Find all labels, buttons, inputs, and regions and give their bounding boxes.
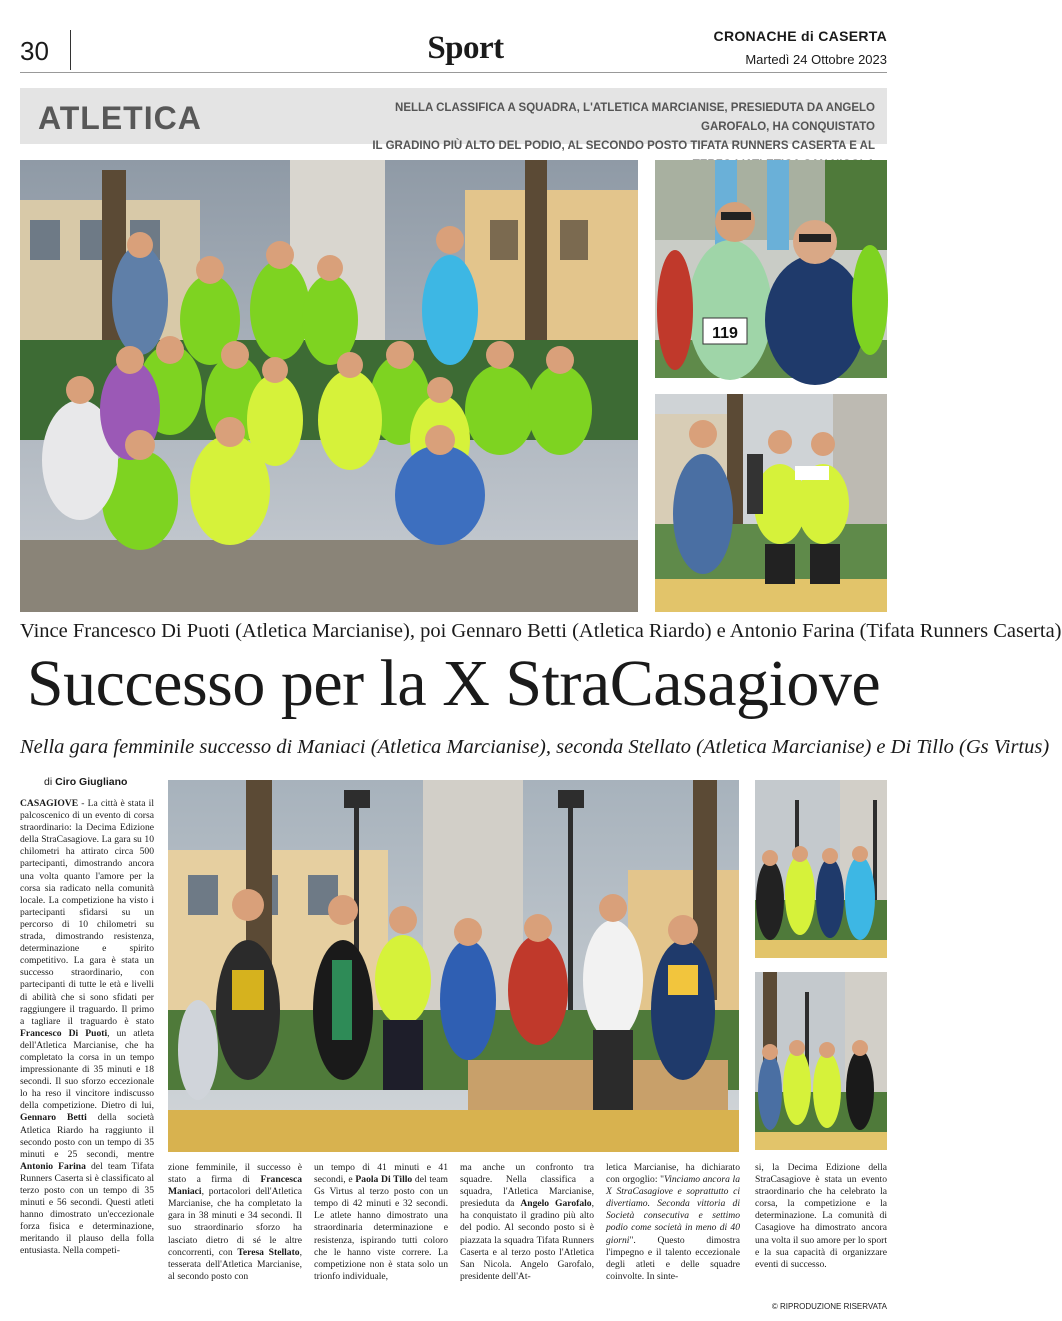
header-rule xyxy=(20,72,887,73)
body-text: letica Marcianise, ha dichiarato con orgoglio: " xyxy=(606,1162,740,1186)
byline xyxy=(44,776,127,788)
body-text: , portacolori dell'Atletica Marcianise, che ha completato la gara in 38 minuti e 34 secondi. Il suo straordinario sforzo ha lasciato dietro di sé le altre concorrenti, con xyxy=(168,1186,302,1258)
article-column-4 xyxy=(460,1162,594,1283)
byline-prefix: di xyxy=(44,776,53,788)
quote-text: Vinciamo ancora la X StraCasagiove e soprattutto ci divertiamo. Seconda vittoria di Società consecutiva e settimo podio come società in meno di 40 giorni xyxy=(606,1174,740,1246)
body-text: - La città è stata il palcoscenico di un evento di corsa straordinario: la Decima Edizione della StraCasagiove. La gara su 10 chilometri ha attirato circa 500 partecipanti, dimostrando ancora una volta quanto l'amore per la corsa sia radicato nella comunità locale. La competizione ha visto i partecipanti sfidarsi su un percorso di 10 chilometri su strada, dimostrando resistenza, determinazione e spirito competitivo. La gara è stata un successo straordinario, con partecipanti di tutte le età e livelli di abilità che si sono sfidati per raggiungere il traguardo. Il primo a tagliare il traguardo è stato xyxy=(20,798,154,1027)
copyright-notice: © RIPRODUZIONE RISERVATA xyxy=(771,1302,887,1311)
photo-women-podium xyxy=(168,780,739,1152)
publication-date: Martedì 24 Ottobre 2023 xyxy=(745,52,887,67)
body-text: ". Questo dimostra l'impegno e il talento eccezionale degli atleti e delle squadre coinvolte. In sinte- xyxy=(606,1234,740,1282)
athlete-name: Francesca Maniaci xyxy=(168,1174,302,1198)
athlete-name: Paola Di Tillo xyxy=(355,1174,413,1186)
body-text: , ha conquistato il gradino più alto del podio. Al secondo posto si è piazzata la squadra Tifata Runners Caserta e al terzo posto l'Atletica San Nicola. Angelo Garofalo, presidente dell'At- xyxy=(460,1198,595,1282)
article-kicker: Vince Francesco Di Puoti (Atletica Marcianise), poi Gennaro Betti (Atletica Riardo) e Antonio Farina (Tifata Runners Caserta) xyxy=(20,620,1062,642)
athlete-name: Gennaro Betti xyxy=(20,1112,87,1124)
photo-runner-bib xyxy=(655,160,887,378)
body-text: del team Tifata Runners Caserta si è classificato al terzo posto con un tempo di 35 minuti e 56 secondi. Questi atleti hanno dimostrato un'eccezionale forza fisica e determinazione, meritando il plauso della folla entusiasta. Nella competi- xyxy=(20,1160,154,1257)
photo-award-handover xyxy=(655,394,887,612)
body-text: ma anche un confronto tra squadre. Nella classifica a squadra, l'Atletica Marcianise, presieduta da xyxy=(460,1162,594,1210)
category-summary-line: NELLA CLASSIFICA A SQUADRA, L'ATLETICA MARCIANISE, PRESIEDUTA DA ANGELO GAROFALO, HA CONQUISTATO xyxy=(395,102,875,133)
athlete-name: Teresa Stellato xyxy=(237,1246,300,1258)
article-column-6 xyxy=(755,1162,887,1271)
author-name: Ciro Giugliano xyxy=(55,776,128,788)
body-text: del team Gs Virtus al terzo posto con un tempo di 42 minuti e 32 secondi. Le atlete hanno dimostrato una straordinaria determinazione e resistenza, ispirando tutti coloro che le hanno viste correre. La competizione non è stata solo un trionfo individuale, xyxy=(314,1174,449,1282)
body-text: zione femminile, il successo è stato a firma di xyxy=(168,1162,302,1186)
article-column-2 xyxy=(168,1162,302,1283)
body-text: della società Atletica Riardo ha raggiunto il secondo posto con un tempo di 35 minuti e 25 secondi, mentre xyxy=(20,1112,154,1160)
photo-team-group xyxy=(20,160,638,612)
dateline: CASAGIOVE xyxy=(20,798,79,809)
bib-number: 119 xyxy=(712,325,738,342)
article-column-1 xyxy=(20,798,154,1258)
body-text: , tesserata dell'Atletica Marcianise, al secondo posto con xyxy=(168,1246,302,1282)
article-subheadline: Nella gara femminile successo di Maniaci (Atletica Marcianise), seconda Stellato (Atletica Marcianise) e Di Tillo (Gs Virtus) xyxy=(20,736,1050,758)
body-text: si, la Decima Edizione della StraCasagiove è stata un evento straordinario che ha celebrato la corsa, la competizione e la determinazione. La comunità di Casagiove ha dimostrato ancora una volta il suo amore per lo sport e la sua capacità di organizzare eventi di successo. xyxy=(755,1162,887,1270)
page-number: 30 xyxy=(20,36,49,66)
publication-info xyxy=(714,28,887,67)
photo-team-awards xyxy=(755,972,887,1150)
athlete-name: Francesco Di Puoti xyxy=(20,1027,108,1039)
person-name: Angelo Garofalo xyxy=(520,1198,592,1210)
publication-name: CRONACHE di CASERTA xyxy=(713,28,887,44)
athlete-name: Antonio Farina xyxy=(20,1160,86,1172)
article-column-5 xyxy=(606,1162,740,1283)
body-text: , un atleta dell'Atletica Marcianise, che ha completato la corsa in un tempo impressionante di 35 minuti e 18 secondi. Il suo sforzo eccezionale lo ha reso il vincitore indiscusso della competizione. Dietro di lui, xyxy=(20,1027,154,1112)
section-title: Sport xyxy=(427,30,504,66)
category-label: ATLETICA xyxy=(38,100,202,136)
category-summary-line: IL GRADINO PIÙ ALTO DEL PODIO, AL SECONDO POSTO TIFATA RUNNERS CASERTA E AL xyxy=(372,140,875,152)
photo-award-group xyxy=(755,780,887,958)
article-column-3 xyxy=(314,1162,448,1283)
body-text: un tempo di 41 minuti e 41 secondi, e xyxy=(314,1162,448,1186)
article-headline: Successo per la X StraCasagiove xyxy=(26,647,881,720)
